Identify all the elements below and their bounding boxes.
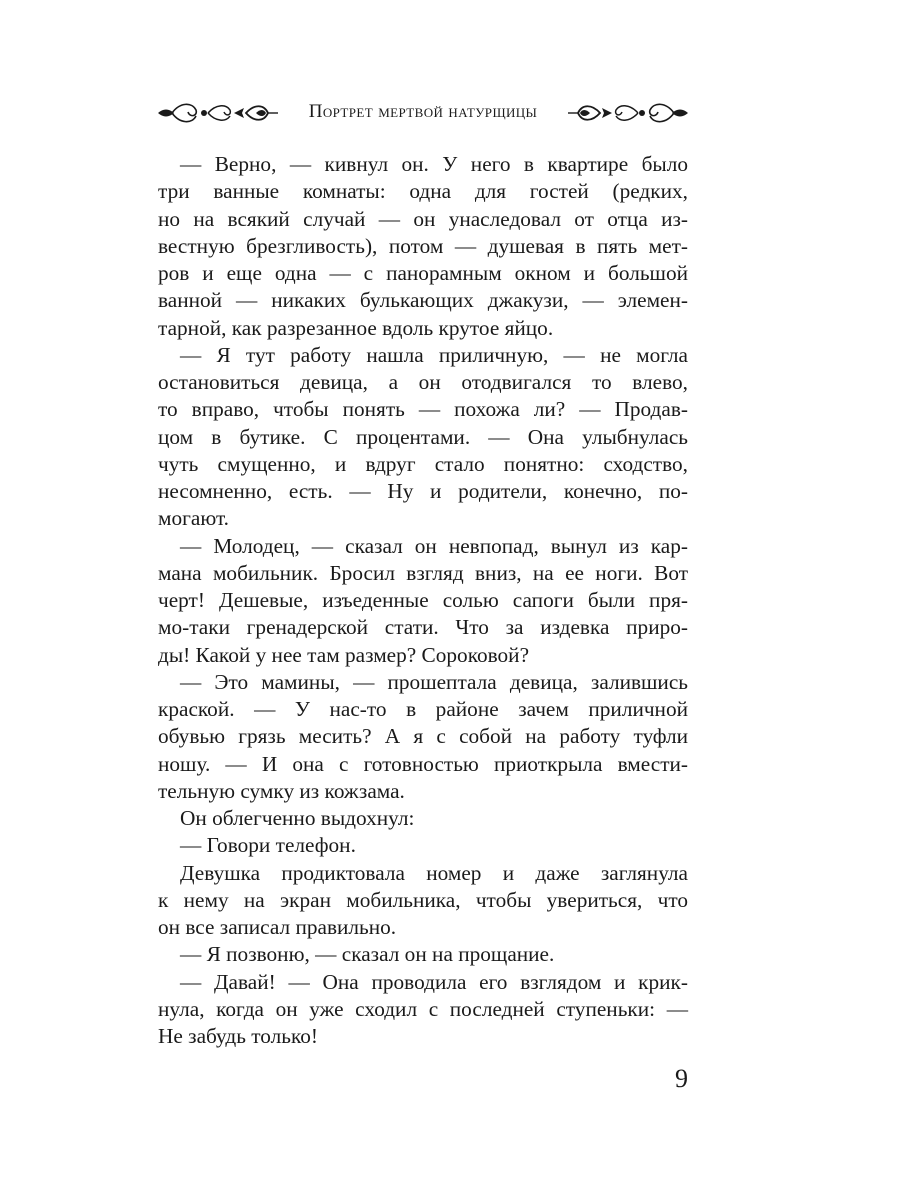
text-line: он все записал правильно. [158, 915, 397, 939]
running-title: Портрет мертвой натурщицы [308, 101, 538, 122]
text-line: Не забудь только! [158, 1024, 318, 1048]
text-line: Девушка продиктовала номер и даже заглянула [180, 860, 688, 885]
text-line: то вправо, чтобы понять — похожа ли? — Продав- [158, 397, 688, 422]
text-line: чуть смущенно, и вдруг стало понятно: сходство, [158, 451, 688, 476]
text-line: цом в бутике. С процентами. — Она улыбнулась [158, 424, 688, 449]
text-line: обувью грязь месить? А я с собой на работу туфли [158, 724, 688, 749]
scroll-ornament-icon [158, 98, 278, 128]
text-line: ванной — никаких булькающих джакузи, — элемен- [158, 288, 688, 313]
text-line: — Верно, — кивнул он. У него в квартире было [180, 152, 688, 176]
body-text [158, 151, 688, 1050]
text-line: тельную сумку из кожзама. [158, 778, 405, 803]
text-line: — Молодец, — сказал он невпопад, вынул из кар- [180, 533, 688, 558]
text-line: Он облегченно выдохнул: [180, 806, 415, 830]
text-line: несомненно, есть. — Ну и родители, конечно, по- [158, 479, 688, 503]
text-line: ды! Какой у нее там размер? Сороковой? [158, 642, 530, 667]
running-header [158, 96, 688, 130]
text-line: но на всякий случай — он унаследовал от отца из- [158, 206, 688, 231]
text-line: — Я позвоню, — сказал он на прощание. [180, 942, 555, 967]
text-line: нула, когда он уже сходил с последней ступеньки: — [158, 996, 688, 1021]
text-line: вестную брезгливость), потом — душевая в пять мет- [158, 233, 688, 258]
text-line: к нему на экран мобильника, чтобы увериться, что [158, 887, 688, 912]
text-line: — Это мамины, — прошептала девица, залившись [180, 669, 688, 694]
text-line: — Давай! — Она проводила его взглядом и крик- [180, 969, 688, 994]
text-line: ношу. — И она с готовностью приоткрыла вмести- [158, 751, 688, 776]
text-line: могают. [158, 506, 229, 531]
text-line: ров и еще одна — с панорамным окном и большой [158, 261, 688, 285]
text-line: — Говори телефон. [180, 833, 356, 858]
text-line: мана мобильник. Бросил взгляд вниз, на ее ноги. Вот [158, 560, 688, 585]
scroll-ornament-icon [568, 98, 688, 128]
text-line: — Я тут работу нашла приличную, — не могла [180, 342, 688, 367]
text-line: три ванные комнаты: одна для гостей (редких, [158, 179, 688, 204]
text-line: черт! Дешевые, изъеденные солью сапоги были пря- [158, 588, 688, 612]
text-line: тарной, как разрезанное вдоль крутое яйцо. [158, 315, 554, 340]
text-line: остановиться девица, а он отодвигался то влево, [158, 370, 688, 394]
text-line: мо-таки гренадерской стати. Что за издевка приро- [158, 615, 688, 640]
text-line: краской. — У нас-то в районе зачем приличной [158, 697, 688, 721]
page-number: 9 [675, 1064, 688, 1093]
